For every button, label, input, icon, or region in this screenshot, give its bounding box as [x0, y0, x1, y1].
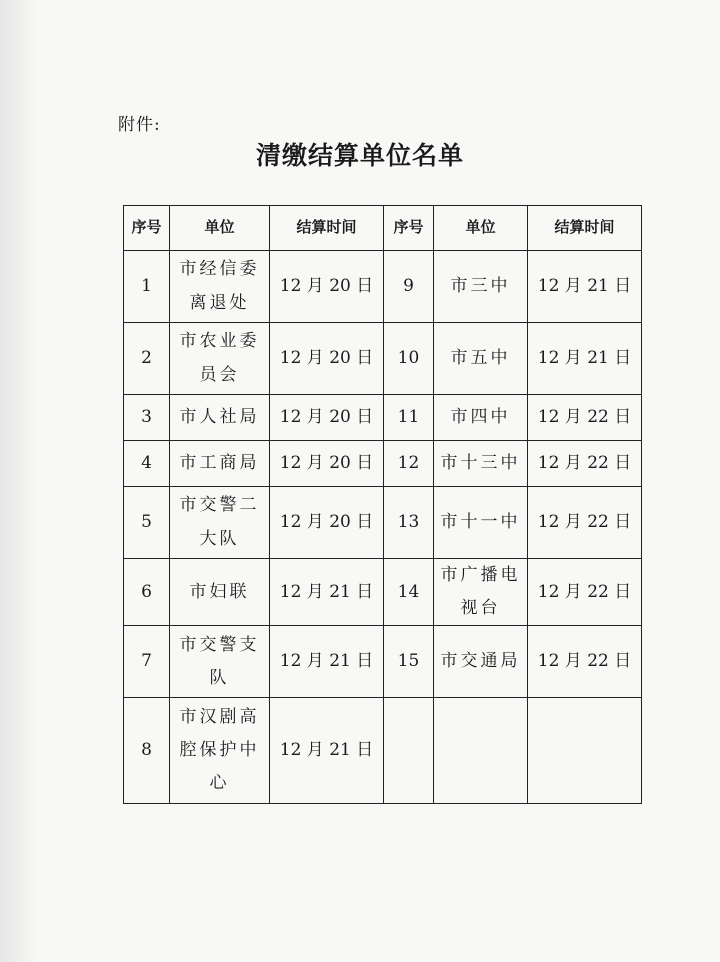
unit-name-line: 离退处: [189, 292, 250, 313]
left-seq-cell: 5: [124, 487, 170, 559]
header-unit-2: 单位: [434, 206, 528, 251]
right-time-cell: 12 月 21 日: [528, 323, 642, 395]
unit-name-line: 市交通局: [440, 651, 521, 672]
table-row: [124, 487, 642, 559]
table-row: [124, 626, 642, 698]
unit-name-line: 市广播电: [440, 565, 521, 585]
table-row: [124, 395, 642, 441]
left-unit-cell: [170, 251, 270, 323]
header-seq: 序号: [124, 206, 170, 251]
unit-name-line: 市汉剧高: [179, 707, 260, 728]
table-row: [124, 559, 642, 626]
left-time-cell: 12 月 21 日: [270, 698, 384, 804]
unit-name-line: 队: [209, 667, 230, 688]
table-row: [124, 323, 642, 395]
unit-name-line: 大队: [199, 528, 240, 549]
right-unit-cell: [434, 395, 528, 441]
table-row: [124, 698, 642, 804]
unit-name-line: 市人社局: [179, 406, 260, 427]
right-unit-cell: [434, 559, 528, 626]
table-header-row: [124, 206, 642, 251]
unit-name-line: 视台: [460, 598, 501, 619]
left-time-cell: 12 月 20 日: [270, 395, 384, 441]
unit-name-line: 市工商局: [179, 452, 260, 473]
right-seq-cell: 13: [384, 487, 434, 559]
left-seq-cell: 6: [124, 559, 170, 626]
right-seq-cell: 12: [384, 441, 434, 487]
unit-name-line: 腔保护中: [179, 740, 260, 761]
header-seq-2: 序号: [384, 206, 434, 251]
right-seq-cell: 14: [384, 559, 434, 626]
right-seq-cell: 15: [384, 626, 434, 698]
left-time-cell: 12 月 20 日: [270, 323, 384, 395]
left-unit-cell: [170, 323, 270, 395]
left-time-cell: 12 月 21 日: [270, 626, 384, 698]
right-unit-cell: [434, 441, 528, 487]
unit-name-line: 员会: [199, 364, 240, 385]
table-row: [124, 251, 642, 323]
left-unit-cell: [170, 626, 270, 698]
unit-name-line: 市十三中: [440, 452, 521, 473]
left-time-cell: 12 月 21 日: [270, 559, 384, 626]
unit-name-line: 市农业委: [179, 331, 260, 352]
right-time-cell: 12 月 22 日: [528, 626, 642, 698]
right-seq-cell: [384, 698, 434, 804]
left-unit-cell: [170, 395, 270, 441]
document-title: 清缴结算单位名单: [255, 141, 464, 170]
unit-settlement-table: [123, 205, 642, 804]
right-time-cell: 12 月 22 日: [528, 559, 642, 626]
right-time-cell: [528, 698, 642, 804]
header-time: 结算时间: [270, 206, 384, 251]
left-time-cell: 12 月 20 日: [270, 251, 384, 323]
left-seq-cell: 4: [124, 441, 170, 487]
table-row: [124, 441, 642, 487]
right-unit-cell: [434, 323, 528, 395]
unit-name-line: 心: [209, 773, 230, 794]
left-unit-cell: [170, 698, 270, 804]
unit-name-line: 市五中: [450, 347, 511, 368]
header-time-2: 结算时间: [528, 206, 642, 251]
attachment-label: 附件:: [118, 115, 161, 135]
left-seq-cell: 1: [124, 251, 170, 323]
right-seq-cell: 9: [384, 251, 434, 323]
right-time-cell: 12 月 22 日: [528, 395, 642, 441]
left-seq-cell: 3: [124, 395, 170, 441]
right-unit-cell: [434, 487, 528, 559]
right-unit-cell: [434, 251, 528, 323]
right-unit-cell: [434, 698, 528, 804]
unit-name-line: 市交警二: [179, 495, 260, 516]
right-time-cell: 12 月 21 日: [528, 251, 642, 323]
unit-name-line: 市十一中: [440, 511, 521, 532]
left-unit-cell: [170, 487, 270, 559]
right-seq-cell: 10: [384, 323, 434, 395]
header-unit: 单位: [170, 206, 270, 251]
right-seq-cell: 11: [384, 395, 434, 441]
unit-name-line: 市妇联: [189, 581, 250, 602]
unit-name-line: 市经信委: [179, 259, 260, 280]
left-seq-cell: 8: [124, 698, 170, 804]
unit-name-line: 市三中: [450, 275, 511, 296]
unit-name-line: 市四中: [450, 406, 511, 427]
unit-name-line: 市交警支: [179, 634, 260, 655]
left-time-cell: 12 月 20 日: [270, 487, 384, 559]
left-seq-cell: 2: [124, 323, 170, 395]
right-unit-cell: [434, 626, 528, 698]
right-time-cell: 12 月 22 日: [528, 441, 642, 487]
right-time-cell: 12 月 22 日: [528, 487, 642, 559]
left-time-cell: 12 月 20 日: [270, 441, 384, 487]
left-unit-cell: [170, 441, 270, 487]
left-unit-cell: [170, 559, 270, 626]
left-seq-cell: 7: [124, 626, 170, 698]
